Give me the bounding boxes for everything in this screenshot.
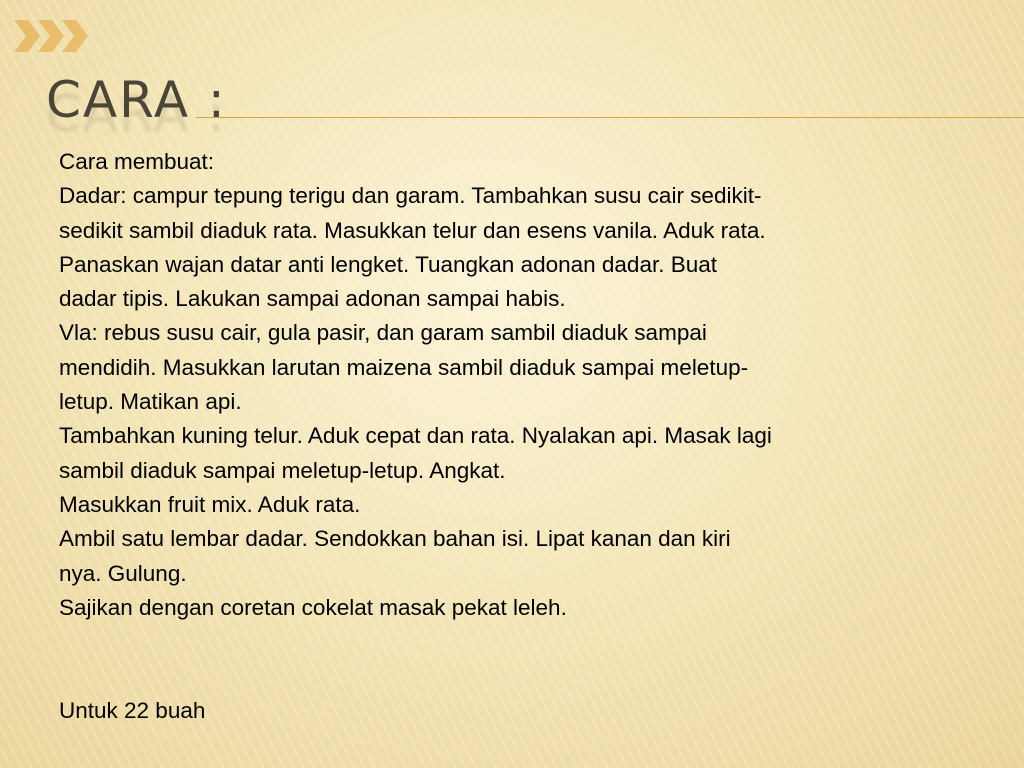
footer-note: Untuk 22 buah: [59, 697, 206, 723]
spacer: [59, 625, 959, 694]
body-line: Cara membuat:: [59, 149, 215, 174]
body-line: Vla: rebus susu cair, gula pasir, dan garam sambil diaduk sampai: [59, 320, 707, 346]
body-line: Panaskan wajan datar anti lengket. Tuangkan adonan dadar. Buat: [59, 251, 717, 277]
title-divider: [196, 117, 1024, 118]
body-line: nya. Gulung.: [59, 560, 187, 586]
slide-title: CARA :: [46, 71, 227, 129]
body-line: mendidih. Masukkan larutan maizena sambil diaduk sampai meletup-: [59, 354, 749, 380]
chevron-shape: [62, 20, 88, 52]
body-line: Dadar: campur tepung terigu dan garam. Tambahkan susu cair sedikit-: [59, 183, 762, 209]
body-line: sedikit sambil diaduk rata. Masukkan telur dan esens vanila. Aduk rata.: [59, 217, 766, 243]
body-line: dadar tipis. Lakukan sampai adonan sampai habis.: [59, 286, 566, 312]
slide-body: [59, 145, 959, 728]
chevron-shape: [38, 20, 64, 52]
body-line: sambil diaduk sampai meletup-letup. Angkat.: [59, 457, 506, 483]
body-line: Sajikan dengan coretan cokelat masak pekat leleh.: [59, 594, 567, 620]
body-line: Ambil satu lembar dadar. Sendokkan bahan isi. Lipat kanan dan kiri: [59, 526, 731, 552]
body-line: Tambahkan kuning telur. Aduk cepat dan rata. Nyalakan api. Masak lagi: [59, 423, 772, 449]
body-line: Masukkan fruit mix. Aduk rata.: [59, 491, 361, 517]
body-line: letup. Matikan api.: [59, 389, 242, 415]
chevron-shape: [14, 20, 40, 52]
